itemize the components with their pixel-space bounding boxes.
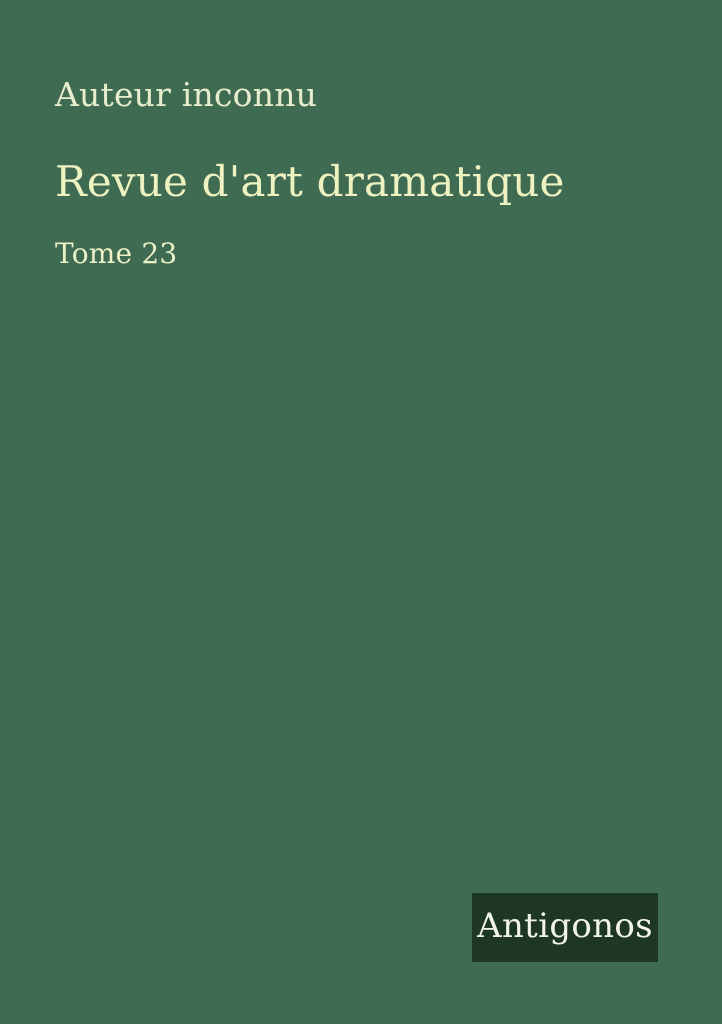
- book-title: Revue d'art dramatique: [55, 157, 565, 206]
- volume-label: Tome 23: [55, 237, 178, 270]
- publisher-name: Antigonos: [477, 906, 653, 946]
- author-line: Auteur inconnu: [55, 75, 318, 114]
- publisher-badge: [472, 893, 658, 962]
